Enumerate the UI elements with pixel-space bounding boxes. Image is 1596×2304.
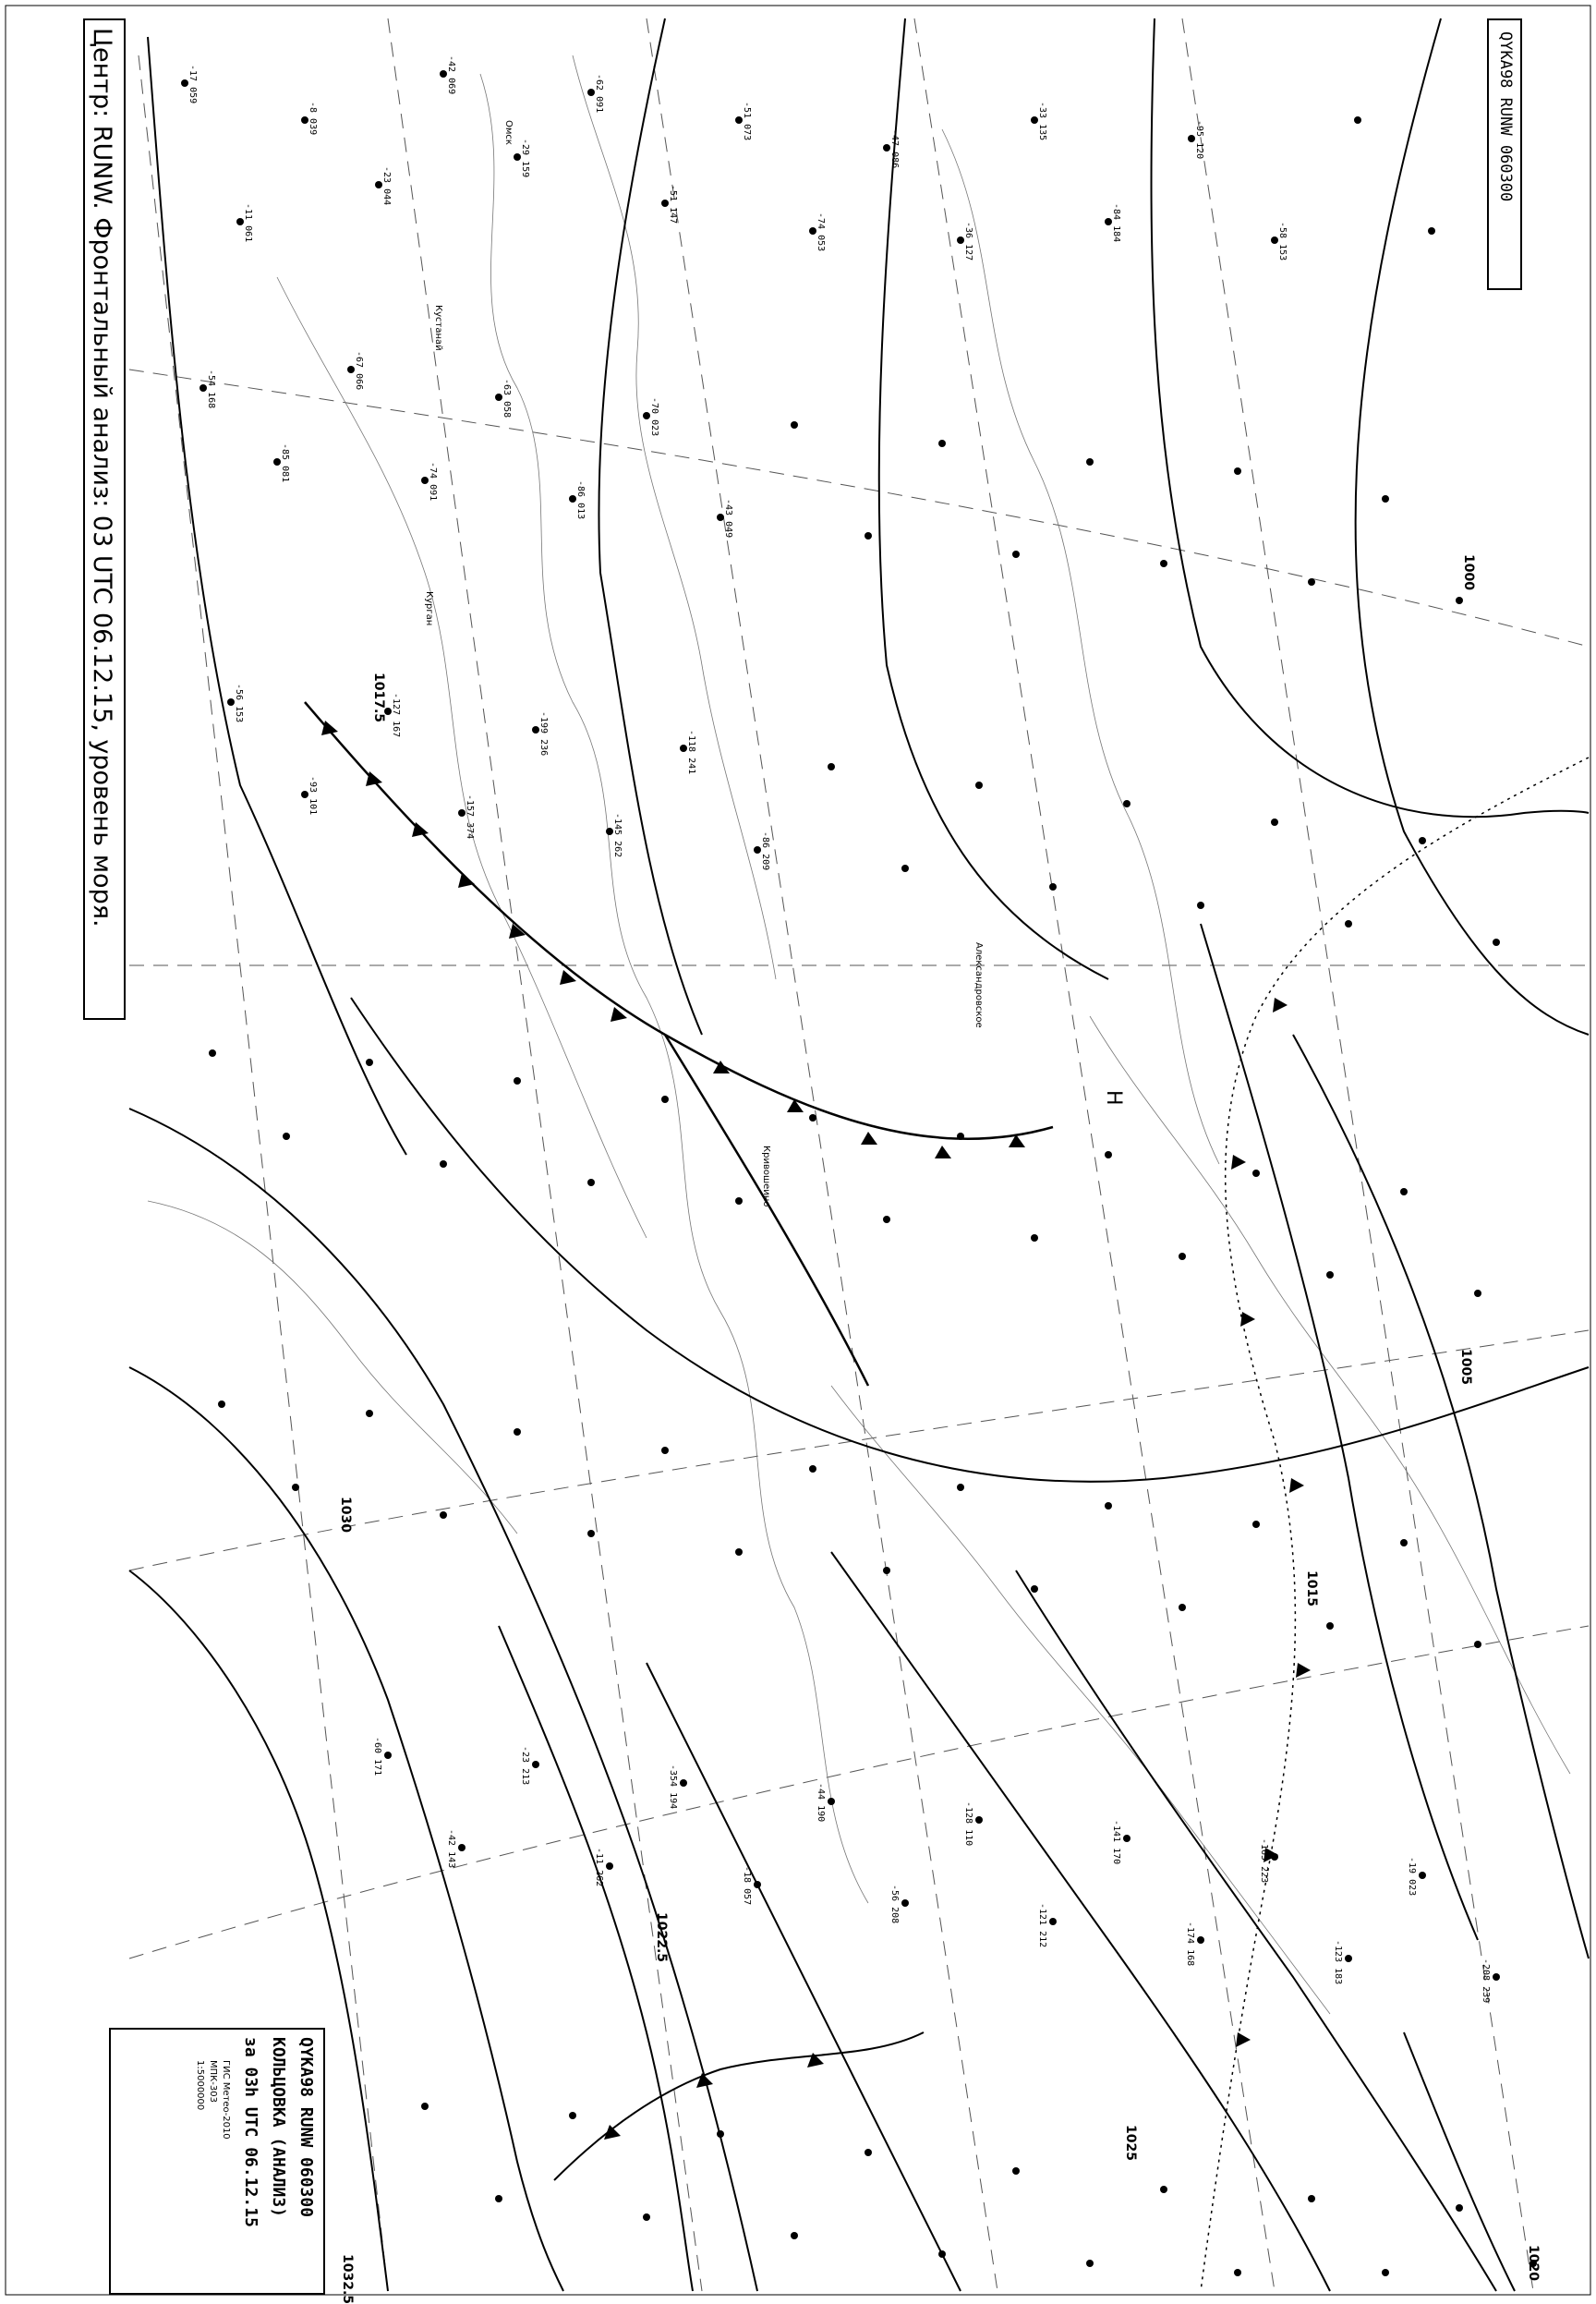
station-value: -63 058 [502, 379, 512, 418]
station-value: -86 209 [760, 831, 770, 871]
station-value: -165 223 [1259, 1838, 1269, 1884]
station-value: -17 059 [187, 65, 198, 104]
isobar-label: 1015 [1304, 1570, 1319, 1607]
station-value: -51 147 [668, 185, 678, 224]
stamp-system: ГИС Метео-2010 [221, 2060, 231, 2140]
station-value: -127 167 [391, 693, 401, 738]
station-value: -44 190 [816, 1783, 826, 1823]
isobar-label: 1005 [1458, 1349, 1473, 1385]
isobar-label: 1020 [1526, 2245, 1541, 2281]
station-value: -62 091 [594, 74, 604, 114]
station-value: -74 053 [816, 212, 826, 252]
station-value: -23 213 [520, 1746, 530, 1786]
isobar-label: 1025 [1123, 2125, 1138, 2161]
isobar-label: 1032.5 [340, 2254, 355, 2304]
station-value: -157 374 [465, 794, 475, 840]
station-value: -51 073 [742, 102, 752, 141]
station-value: -354 194 [668, 1764, 678, 1810]
station-value: -84 184 [1111, 203, 1121, 243]
station-value: -174 168 [1185, 1922, 1195, 1967]
station-value: -23 044 [381, 166, 392, 206]
station-value: -60 171 [372, 1737, 382, 1777]
station-value: -19 023 [1407, 1857, 1417, 1897]
station-value: -93 101 [308, 776, 318, 816]
station-value: -128 110 [963, 1801, 973, 1847]
station-value: -85 081 [280, 443, 290, 483]
stamp-time: за 03h UTC 06.12.15 [241, 2037, 260, 2227]
station-value: -70 023 [649, 397, 659, 437]
station-value: -58 153 [1277, 222, 1288, 261]
stamp-scale: 1:5000000 [195, 2060, 205, 2111]
station-value: -145 262 [612, 813, 623, 858]
isobar-label: 1022.5 [654, 1912, 669, 1963]
station-value: -141 170 [1111, 1820, 1121, 1865]
bulletin-code: QYKA98 RUNW 060300 [1496, 31, 1515, 202]
station-value: -67 066 [354, 351, 364, 391]
station-value: -121 212 [1037, 1903, 1047, 1948]
station-value: -54 168 [206, 370, 216, 409]
station-value: -86 013 [575, 480, 586, 520]
station-value: -47 086 [889, 129, 900, 169]
station-value: -29 159 [520, 139, 530, 178]
map-title: Центр: RUNW. Фронтальный анализ: 03 UTC 06.12.15, уровень моря. [88, 28, 116, 928]
isobar-label: 1030 [338, 1497, 353, 1533]
station-value: -36 127 [963, 222, 973, 261]
station-value: -118 241 [686, 730, 696, 775]
station-value: -42 069 [446, 55, 456, 95]
station-value: -208 239 [1481, 1958, 1491, 2004]
station-value: -11 262 [594, 1848, 604, 1887]
station-value: -33 135 [1037, 102, 1047, 141]
station-value: -18 057 [742, 1866, 752, 1906]
high-pressure-center: H [1102, 1090, 1125, 1106]
place-name: Курган [424, 591, 434, 626]
station-value: -56 208 [889, 1885, 900, 1924]
station-value: -95 120 [1194, 120, 1204, 160]
station-value: -42 143 [446, 1829, 456, 1869]
place-name: Омск [503, 120, 514, 145]
station-value: -43 049 [723, 499, 733, 539]
station-value: -8 039 [308, 102, 318, 136]
stamp-product: МПК-303 [208, 2060, 218, 2103]
station-value: -199 236 [538, 711, 549, 757]
stamp-code: QYKA98 RUNW 060300 [296, 2037, 316, 2218]
station-value: -11 061 [243, 203, 253, 243]
isobar-label: 1000 [1461, 554, 1476, 590]
place-name: Кустанай [433, 305, 443, 351]
stamp-name: КОЛЬЦОВКА (АНАЛИЗ) [269, 2037, 288, 2218]
station-value: -123 183 [1333, 1940, 1343, 1985]
place-name: Александровское [973, 942, 984, 1028]
isobar-label: 1017.5 [371, 673, 386, 723]
station-value: -74 091 [428, 462, 438, 502]
place-name: Кривошеино [761, 1146, 771, 1207]
station-value: -56 153 [234, 684, 244, 723]
